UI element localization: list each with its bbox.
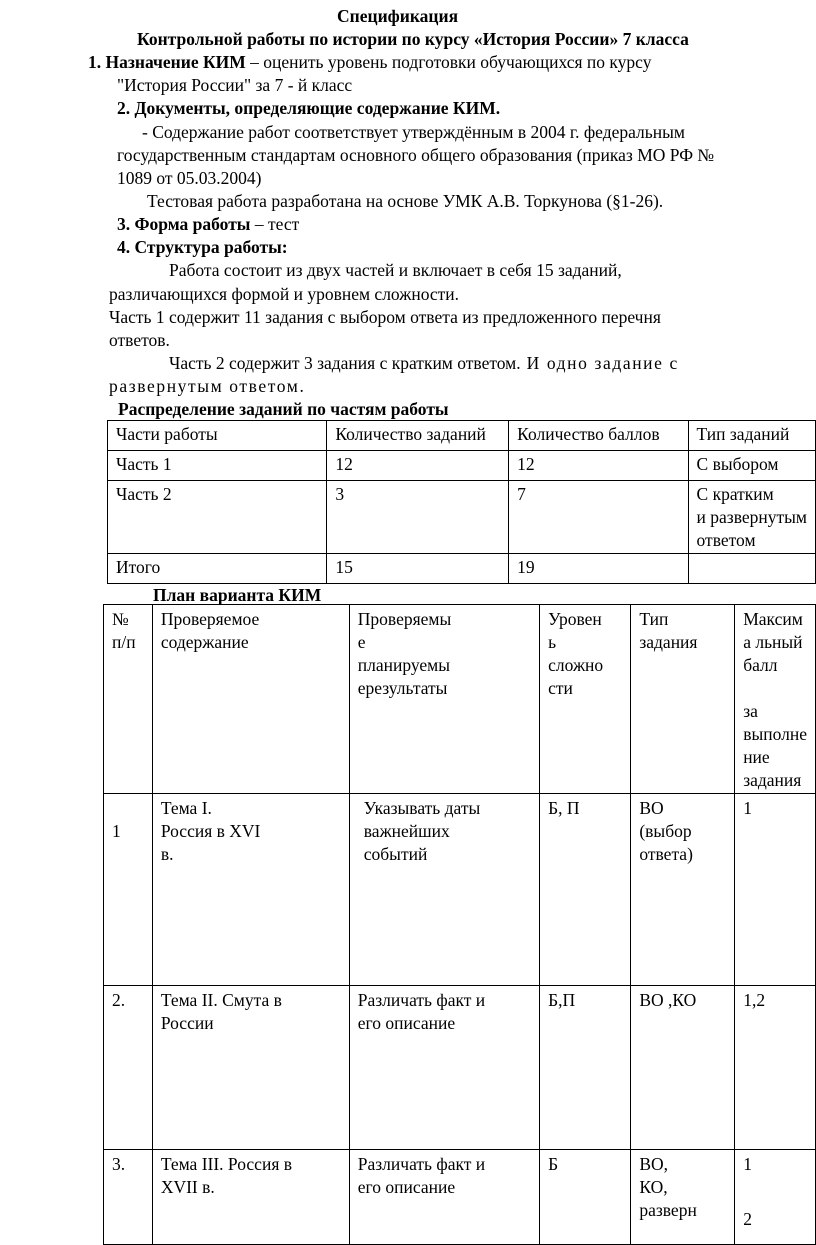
cell-line: его описание — [357, 1013, 456, 1033]
structure-line6: развернутым ответом. — [109, 376, 306, 396]
documents-line1: - Содержание работ соответствует утверждённым в 2004 г. федеральным — [142, 122, 685, 142]
plan-title: План варианта КИМ — [153, 585, 322, 605]
cell-line: содержание — [160, 632, 249, 652]
cell-line: е — [357, 632, 366, 652]
table-cell: С выбором — [688, 451, 815, 481]
plan-cell-num: 3. — [104, 1150, 153, 1245]
table-cell: 19 — [509, 554, 688, 584]
cell-line: России — [160, 1013, 214, 1033]
plan-cell-results — [349, 1150, 539, 1245]
header-cell: Части работы — [108, 421, 327, 451]
header-cell — [540, 605, 631, 794]
cell-line: а льный — [743, 632, 803, 652]
cell-line: Максим — [743, 609, 803, 629]
cell-line: его описание — [357, 1177, 456, 1197]
cell-line: за — [743, 701, 758, 721]
structure-line5-part-b: И одно задание с — [520, 353, 679, 373]
cell-line: Различать факт и — [357, 990, 486, 1010]
plan-cell-num — [104, 794, 153, 986]
cell-line: ь — [548, 632, 557, 652]
documents-line4: Тестовая работа разработана на основе УМК А.В. Торкунова (§1-26). — [147, 191, 664, 211]
header-cell — [735, 605, 816, 794]
cell-line: Тема III. Россия в — [160, 1154, 293, 1174]
structure-line5 — [169, 352, 679, 375]
structure-line5-part-a: Часть 2 содержит 3 задания с кратким ответом. — [169, 353, 521, 373]
cell-line: событий — [363, 844, 428, 864]
section-form-text: – тест — [250, 214, 300, 234]
cell-line: сложно — [548, 655, 604, 675]
plan-cell-max — [735, 1150, 816, 1245]
plan-cell-max: 1,2 — [735, 986, 816, 1150]
table-cell: Часть 2 — [108, 481, 327, 554]
plan-cell-type — [631, 1150, 735, 1245]
plan-cell-results — [349, 794, 539, 986]
plan-cell-level: Б,П — [540, 986, 631, 1150]
section-number: 1. — [88, 52, 102, 72]
distribution-title: Распределение заданий по частям работы — [118, 399, 449, 419]
cell-line: ВО — [639, 798, 664, 818]
header-cell: Количество заданий — [327, 421, 509, 451]
plan-cell-level: Б — [540, 1150, 631, 1245]
cell-line: КО, — [639, 1177, 668, 1197]
table-cell: Часть 1 — [108, 451, 327, 481]
cell-line: балл — [743, 655, 778, 675]
cell-line: 2 — [743, 1209, 752, 1229]
structure-line2: различающихся формой и уровнем сложности. — [109, 284, 460, 304]
cell-line: (выбор — [639, 821, 692, 841]
cell-line: С кратким — [696, 484, 774, 504]
cell-line: ответом — [696, 530, 756, 550]
cell-line: ние — [743, 747, 770, 767]
structure-line3: Часть 1 содержит 11 задания с выбором ответа из предложенного перечня — [109, 307, 661, 327]
cell-line: № — [112, 609, 129, 629]
header-cell — [349, 605, 539, 794]
plan-cell-content — [152, 794, 349, 986]
plan-table — [103, 604, 816, 1245]
structure-line1: Работа состоит из двух частей и включает в себя 15 заданий, — [169, 260, 622, 280]
cell-line: задания — [743, 770, 802, 790]
table-cell — [688, 481, 815, 554]
cell-line: 1 — [112, 821, 121, 841]
cell-line: разверн — [639, 1200, 697, 1220]
cell-line: Тип — [639, 609, 669, 629]
structure-line4: ответов. — [109, 330, 170, 350]
cell-line: важнейших — [363, 821, 450, 841]
cell-line-blank — [743, 677, 807, 700]
documents-line3: 1089 от 05.03.2004) — [117, 168, 262, 188]
plan-cell-num: 2. — [104, 986, 153, 1150]
cell-line: Россия в XVI — [160, 821, 261, 841]
cell-line: Уровен — [548, 609, 602, 629]
plan-row — [104, 986, 816, 1150]
documents-line2: государственным стандартам основного общего образования (приказ МО РФ № — [117, 145, 715, 165]
section-form-heading: 3. Форма работы — [117, 214, 251, 234]
cell-line: Тема I. — [160, 798, 212, 818]
distribution-table — [107, 420, 816, 584]
section-text: – оценить уровень подготовки обучающихся по курсу — [245, 52, 652, 72]
document-subtitle: Контрольной работы по истории по курсу «История России» 7 класса — [137, 29, 689, 49]
header-cell — [631, 605, 735, 794]
table-cell: Итого — [108, 554, 327, 584]
cell-line: задания — [639, 632, 698, 652]
header-cell — [104, 605, 153, 794]
section-heading: Назначение КИМ — [105, 52, 246, 72]
plan-row — [104, 794, 816, 986]
section-documents-heading: 2. Документы, определяющие содержание КИМ. — [117, 98, 501, 118]
section-structure-heading: 4. Структура работы: — [117, 237, 288, 257]
cell-line: 1 — [743, 1154, 752, 1174]
table-row — [108, 451, 816, 481]
plan-cell-max: 1 — [735, 794, 816, 986]
table-cell: 12 — [327, 451, 509, 481]
table-cell: 3 — [327, 481, 509, 554]
plan-cell-results — [349, 986, 539, 1150]
cell-line: Тема II. Смута в — [160, 990, 282, 1010]
cell-line: Проверяемы — [357, 609, 452, 629]
cell-line: п/п — [112, 632, 136, 652]
document-title: Спецификация — [337, 6, 459, 26]
cell-line: планируемы — [357, 655, 450, 675]
plan-cell-type: ВО ,КО — [631, 986, 735, 1150]
plan-cell-level: Б, П — [540, 794, 631, 986]
table-cell — [688, 554, 815, 584]
cell-line: и развернутым — [696, 507, 807, 527]
cell-line: Различать факт и — [357, 1154, 486, 1174]
table-cell: 7 — [509, 481, 688, 554]
cell-line: в. — [160, 844, 174, 864]
table-row-total — [108, 554, 816, 584]
section-purpose-line2: "История России" за 7 - й класс — [117, 75, 353, 95]
table-header-row — [108, 421, 816, 451]
cell-line: XVII в. — [160, 1177, 215, 1197]
table-cell: 15 — [327, 554, 509, 584]
section-form — [117, 213, 299, 236]
plan-cell-content — [152, 986, 349, 1150]
cell-line: ВО, — [639, 1154, 669, 1174]
table-row — [108, 481, 816, 554]
section-purpose — [88, 51, 651, 74]
plan-header-row — [104, 605, 816, 794]
cell-line: ерезультаты — [357, 678, 448, 698]
cell-line: ответа) — [639, 844, 693, 864]
cell-line: выполне — [743, 724, 807, 744]
cell-line: Проверяемое — [160, 609, 260, 629]
header-cell — [152, 605, 349, 794]
plan-cell-type — [631, 794, 735, 986]
header-cell: Тип заданий — [688, 421, 815, 451]
cell-line: сти — [548, 678, 573, 698]
plan-row — [104, 1150, 816, 1245]
cell-line: Указывать даты — [363, 798, 481, 818]
table-cell: 12 — [509, 451, 688, 481]
plan-cell-content — [152, 1150, 349, 1245]
header-cell: Количество баллов — [509, 421, 688, 451]
